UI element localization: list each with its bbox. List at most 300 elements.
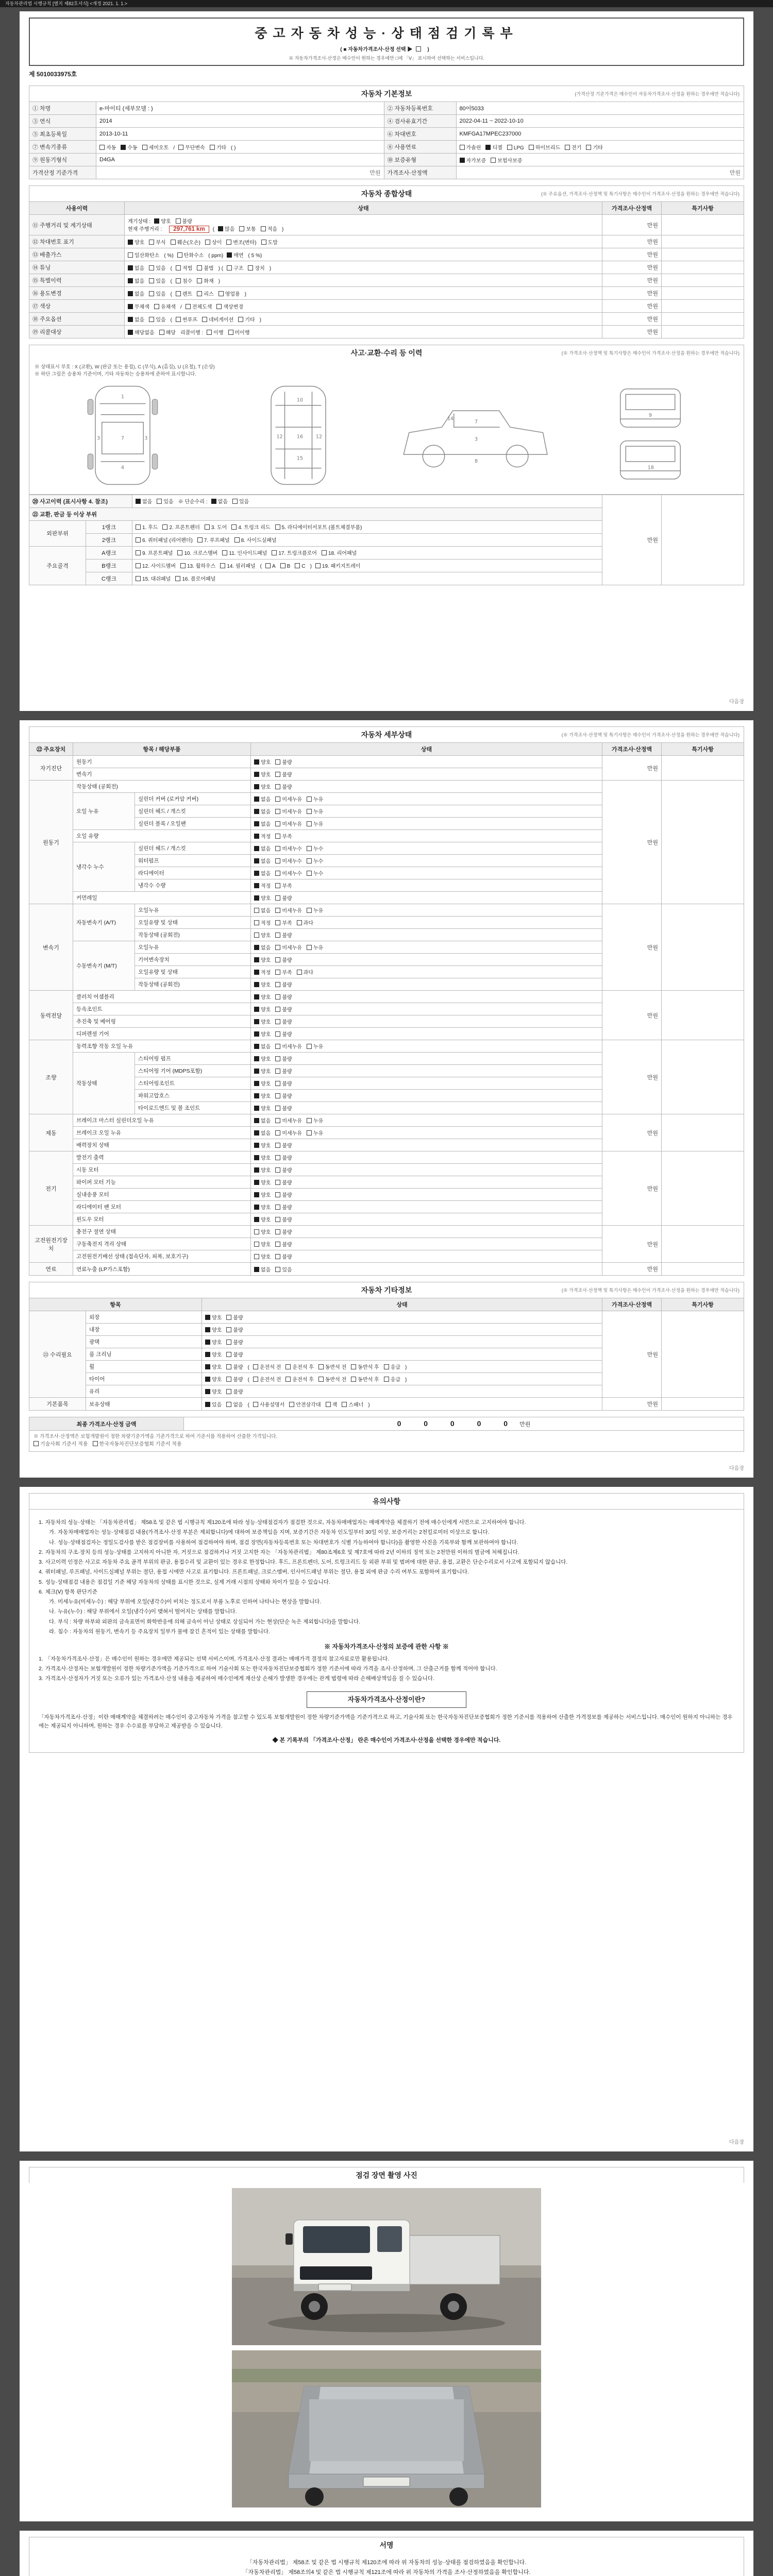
checkbox[interactable] — [297, 970, 302, 975]
checkbox[interactable] — [254, 1143, 259, 1148]
price-cell: 만원 — [602, 261, 662, 274]
accident-history-row — [29, 495, 744, 507]
checkbox[interactable] — [275, 908, 280, 913]
checkbox[interactable] — [226, 1315, 231, 1320]
checkbox[interactable] — [275, 871, 280, 876]
checkbox[interactable] — [254, 933, 259, 938]
checkbox[interactable] — [128, 291, 133, 296]
checkbox[interactable] — [318, 1377, 324, 1382]
checkbox[interactable] — [254, 796, 259, 802]
checkbox[interactable] — [176, 317, 181, 322]
checkbox[interactable] — [33, 1441, 39, 1446]
note-cell — [662, 313, 744, 326]
checkbox[interactable] — [210, 145, 215, 150]
checkbox[interactable] — [285, 1364, 291, 1369]
checkbox[interactable] — [136, 576, 141, 581]
checkbox[interactable] — [275, 1242, 280, 1247]
section-signature-title: 서명 — [379, 2541, 394, 2549]
checkbox[interactable] — [315, 563, 321, 568]
checkbox[interactable] — [275, 1031, 280, 1037]
checkbox[interactable] — [218, 226, 223, 231]
checkbox[interactable] — [275, 1044, 280, 1049]
rank-label: 1랭크 — [86, 520, 132, 533]
checkbox[interactable] — [228, 330, 233, 335]
checkbox[interactable] — [128, 304, 133, 309]
checkbox[interactable] — [234, 537, 240, 543]
checkbox[interactable] — [261, 226, 266, 231]
note-cell — [662, 495, 744, 585]
checkbox[interactable] — [226, 1389, 231, 1394]
checkbox[interactable] — [254, 1254, 259, 1259]
checkbox[interactable] — [254, 1031, 259, 1037]
checkbox[interactable] — [226, 1340, 231, 1345]
checkbox[interactable] — [197, 537, 203, 543]
checkbox[interactable] — [136, 537, 141, 543]
checkbox[interactable] — [231, 524, 237, 530]
section-overall-note: (※ 주요옵션, 가격조사·산정액 및 특기사항은 매수인이 가격조사·산정을 원하는 경우에만 적습니다) — [541, 191, 740, 197]
checkbox[interactable] — [226, 1327, 231, 1332]
checkbox[interactable] — [254, 1044, 259, 1049]
check-option — [226, 1338, 243, 1346]
checkbox[interactable] — [275, 957, 280, 962]
checkbox-label: 보통 — [246, 227, 256, 232]
checkbox-label: 색상변경 — [223, 304, 244, 310]
sub-group-label: 자동변속기 (A/T) — [73, 904, 135, 941]
checkbox-label: 적정 — [261, 884, 271, 889]
check-option — [180, 562, 215, 569]
checkbox[interactable] — [289, 1402, 294, 1407]
checkbox[interactable] — [207, 330, 212, 335]
status-checks — [251, 1189, 602, 1201]
next-page-label[interactable]: 다음장 — [729, 699, 744, 705]
signature-line-2: 「자동차관리법」 제58조의4 및 같은 법 시행규칙 제121조에 따라 위 자동차의 가격을 조사·산정하였음을 확인합니다. — [242, 2569, 531, 2575]
checkbox[interactable] — [254, 871, 259, 876]
checkbox[interactable] — [211, 499, 216, 504]
checkbox[interactable] — [239, 226, 244, 231]
checkbox[interactable] — [322, 550, 327, 555]
checkbox[interactable] — [253, 1402, 258, 1407]
svg-text:3: 3 — [96, 435, 100, 441]
checkbox[interactable] — [507, 145, 512, 150]
inline-text: ( — [170, 291, 172, 297]
checkbox[interactable] — [275, 1106, 280, 1111]
checkbox[interactable] — [275, 1143, 280, 1148]
checkbox[interactable] — [275, 1267, 280, 1272]
checkbox[interactable] — [384, 1364, 389, 1369]
checkbox[interactable] — [275, 1192, 280, 1197]
checkbox[interactable] — [275, 945, 280, 950]
notice-item — [39, 1518, 734, 1527]
item-label: 발전기 출력 — [73, 1151, 251, 1164]
checkbox-label: 10. 크로스멤버 — [184, 551, 218, 556]
checkbox[interactable] — [222, 550, 227, 555]
checkbox[interactable] — [307, 796, 312, 802]
checkbox[interactable] — [275, 796, 280, 802]
checkbox[interactable] — [416, 46, 421, 52]
checkbox[interactable] — [275, 1155, 280, 1160]
checkbox[interactable] — [275, 1180, 280, 1185]
check-option — [254, 1005, 271, 1013]
checkbox-label: 4. 트렁크 리드 — [238, 525, 271, 531]
checkbox[interactable] — [220, 563, 225, 568]
checkbox[interactable] — [128, 278, 133, 283]
checkbox[interactable] — [275, 834, 280, 839]
checkbox[interactable] — [205, 1315, 210, 1320]
checkbox[interactable] — [275, 1205, 280, 1210]
item-label: 타이어 — [86, 1373, 202, 1385]
checkbox-label: 없음 — [233, 1402, 243, 1408]
checkbox[interactable] — [275, 920, 280, 925]
check-option — [205, 1313, 222, 1321]
checkbox[interactable] — [205, 1402, 210, 1407]
note-cell — [662, 1311, 744, 1398]
checkbox-label: 미세누유 — [282, 1131, 302, 1137]
checkbox[interactable] — [297, 920, 302, 925]
inline-text: ( ) — [231, 145, 236, 151]
checkbox[interactable] — [485, 145, 491, 150]
checkbox[interactable] — [275, 1229, 280, 1234]
checkbox-label: 운전석 후 — [292, 1365, 314, 1370]
price-cell: 만원 — [602, 235, 662, 248]
check-option — [275, 931, 292, 939]
checkbox[interactable] — [128, 240, 133, 245]
checkbox[interactable] — [254, 920, 259, 925]
checkbox[interactable] — [149, 291, 154, 296]
overall-condition-table — [29, 201, 744, 338]
checkbox[interactable] — [227, 252, 232, 258]
checkbox-label: 불량 — [282, 1007, 292, 1013]
checkbox[interactable] — [307, 1118, 312, 1123]
checkbox[interactable] — [136, 499, 141, 504]
checkbox-label: 있음 — [156, 317, 166, 323]
checkbox[interactable] — [275, 809, 280, 814]
checkbox[interactable] — [149, 317, 154, 322]
checkbox[interactable] — [351, 1377, 356, 1382]
inline-text: ) — [405, 1365, 407, 1370]
checkbox-label: 양호 — [261, 1143, 271, 1149]
price-cell: 만원 — [602, 313, 662, 326]
checkbox[interactable] — [275, 883, 280, 888]
table-row — [29, 166, 744, 179]
checkbox[interactable] — [254, 821, 259, 826]
checkbox[interactable] — [295, 563, 300, 568]
checkbox[interactable] — [226, 1364, 231, 1369]
column-header: 상태 — [125, 202, 602, 215]
checkbox[interactable] — [565, 145, 570, 150]
checkbox[interactable] — [205, 240, 210, 245]
checkbox[interactable] — [176, 278, 181, 283]
checkbox[interactable] — [205, 1327, 210, 1332]
checkbox[interactable] — [197, 265, 202, 270]
checkbox-label: 없음 — [261, 822, 271, 827]
signature-statements — [29, 2553, 744, 2576]
checkbox[interactable] — [275, 772, 280, 777]
checkbox-label: 부족 — [282, 834, 292, 840]
checkbox[interactable] — [171, 240, 176, 245]
checkbox[interactable] — [491, 158, 496, 163]
price-cell: 만원 — [602, 1151, 662, 1226]
checkbox[interactable] — [136, 524, 141, 530]
checkbox[interactable] — [275, 1081, 280, 1086]
checkbox[interactable] — [175, 576, 180, 581]
checkbox[interactable] — [307, 858, 312, 863]
checkbox[interactable] — [197, 278, 202, 283]
checkbox[interactable] — [586, 145, 591, 150]
checkbox[interactable] — [254, 1007, 259, 1012]
status-checks — [251, 1151, 602, 1164]
checkbox[interactable] — [275, 1167, 280, 1173]
checkbox[interactable] — [254, 1069, 259, 1074]
item-label: 외장 — [86, 1311, 202, 1324]
check-option — [254, 820, 271, 827]
checkbox[interactable] — [261, 240, 266, 245]
checkbox[interactable] — [226, 1402, 231, 1407]
checkbox[interactable] — [177, 252, 182, 258]
status-checks — [251, 1015, 602, 1028]
checkbox[interactable] — [202, 317, 207, 322]
checkbox[interactable] — [254, 1229, 259, 1234]
checkbox[interactable] — [254, 1093, 259, 1098]
checkbox[interactable] — [205, 1352, 210, 1357]
checkbox-label: 17. 트렁크플로어 — [278, 551, 317, 556]
checkbox[interactable] — [254, 834, 259, 839]
checkbox[interactable] — [307, 908, 312, 913]
check-option — [211, 497, 228, 505]
checkbox[interactable] — [227, 265, 232, 270]
checkbox[interactable] — [205, 1377, 210, 1382]
checkbox[interactable] — [254, 1019, 259, 1024]
note-cell — [662, 248, 744, 261]
next-page-label[interactable]: 다음장 — [729, 1466, 744, 1471]
checkbox[interactable] — [275, 994, 280, 999]
checkbox[interactable] — [205, 1340, 210, 1345]
checkbox-label: 있음 — [163, 499, 174, 505]
checkbox[interactable] — [254, 1081, 259, 1086]
checkbox[interactable] — [176, 218, 181, 224]
check-option — [254, 943, 271, 951]
checkbox[interactable] — [307, 1130, 312, 1136]
checkbox[interactable] — [285, 1377, 291, 1382]
checkbox[interactable] — [384, 1377, 389, 1382]
checkbox[interactable] — [254, 1155, 259, 1160]
check-option — [136, 523, 158, 531]
check-option — [322, 549, 357, 556]
checkbox[interactable] — [307, 1044, 312, 1049]
checkbox[interactable] — [254, 759, 259, 765]
checkbox[interactable] — [272, 550, 277, 555]
checkbox[interactable] — [275, 1056, 280, 1061]
checkbox[interactable] — [254, 1180, 259, 1185]
checkbox[interactable] — [275, 1007, 280, 1012]
checkbox[interactable] — [275, 1069, 280, 1074]
checkbox[interactable] — [186, 304, 191, 309]
checkbox[interactable] — [254, 1130, 259, 1136]
checkbox[interactable] — [254, 895, 259, 901]
checkbox[interactable] — [226, 1377, 231, 1382]
checkbox[interactable] — [275, 982, 280, 987]
checkbox[interactable] — [136, 563, 141, 568]
checkbox[interactable] — [275, 895, 280, 901]
form-reference-text: 자동차관리법 시행규칙 [별지 제82호서식] <개정 2021. 1. 1.> — [5, 1, 128, 6]
checkbox[interactable] — [254, 945, 259, 950]
table-row — [29, 102, 744, 115]
checkbox[interactable] — [128, 317, 133, 322]
status-checks — [251, 954, 602, 966]
checkbox[interactable] — [254, 1118, 259, 1123]
checkbox[interactable] — [254, 1217, 259, 1222]
checkbox[interactable] — [142, 145, 147, 150]
checkbox[interactable] — [177, 550, 182, 555]
checkbox[interactable] — [275, 933, 280, 938]
checkbox[interactable] — [307, 821, 312, 826]
checkbox[interactable] — [159, 330, 164, 335]
check-option — [210, 143, 226, 151]
checkbox[interactable] — [232, 499, 238, 504]
checkbox[interactable] — [238, 317, 243, 322]
checkbox[interactable] — [121, 145, 126, 150]
checkbox[interactable] — [307, 809, 312, 814]
checkbox[interactable] — [128, 330, 133, 335]
checkbox[interactable] — [254, 1106, 259, 1111]
checkbox[interactable] — [275, 1118, 280, 1123]
checkbox[interactable] — [275, 1217, 280, 1222]
table-row — [29, 991, 744, 1003]
checkbox[interactable] — [149, 240, 154, 245]
checkbox[interactable] — [254, 1192, 259, 1197]
checkbox[interactable] — [226, 1352, 231, 1357]
checkbox[interactable] — [460, 145, 465, 150]
row-label: ⑯ 용도변경 — [29, 287, 125, 300]
checkbox[interactable] — [351, 1364, 356, 1369]
checkbox[interactable] — [128, 252, 133, 258]
check-option — [254, 894, 271, 902]
note-cell — [662, 1226, 744, 1263]
checkbox[interactable] — [254, 982, 259, 987]
checkbox[interactable] — [307, 945, 312, 950]
checkbox[interactable] — [275, 821, 280, 826]
checkbox[interactable] — [154, 304, 159, 309]
checkbox[interactable] — [254, 970, 259, 975]
checkbox[interactable] — [326, 1402, 331, 1407]
checkbox[interactable] — [248, 265, 253, 270]
final-price-note — [29, 1431, 744, 1452]
checkbox[interactable] — [307, 871, 312, 876]
check-option — [416, 45, 423, 53]
checkbox[interactable] — [275, 1254, 280, 1259]
checkbox[interactable] — [128, 265, 133, 270]
check-option — [205, 523, 227, 531]
checkbox[interactable] — [254, 1056, 259, 1061]
checkbox[interactable] — [219, 291, 224, 296]
checkbox[interactable] — [275, 846, 280, 851]
checkbox[interactable] — [178, 145, 183, 150]
column-header: 가격조사·산정액 — [602, 1298, 662, 1311]
checkbox[interactable] — [254, 1267, 259, 1272]
table-row — [29, 1398, 744, 1411]
checkbox[interactable] — [162, 524, 167, 530]
checkbox[interactable] — [275, 858, 280, 863]
checkbox[interactable] — [253, 1364, 258, 1369]
check-option — [136, 562, 176, 569]
item-label: 충전구 절연 상태 — [73, 1226, 251, 1238]
checkbox[interactable] — [176, 291, 181, 296]
next-page-label[interactable]: 다음장 — [729, 2140, 744, 2145]
checkbox[interactable] — [254, 809, 259, 814]
checkbox[interactable] — [254, 1167, 259, 1173]
notice-item-text: 체크(Ⅴ) 항목 판단기준 — [45, 1588, 97, 1595]
checkbox[interactable] — [275, 1093, 280, 1098]
checkbox[interactable] — [157, 499, 162, 504]
check-option — [275, 783, 292, 790]
checkbox-label: 있음 — [239, 499, 249, 505]
checkbox[interactable] — [275, 524, 280, 530]
checkbox[interactable] — [197, 291, 202, 296]
checkbox[interactable] — [529, 145, 534, 150]
checkbox[interactable] — [254, 994, 259, 999]
checkbox[interactable] — [216, 304, 222, 309]
checkbox[interactable] — [93, 1441, 98, 1446]
checkbox[interactable] — [275, 970, 280, 975]
checkbox[interactable] — [205, 1364, 210, 1369]
checkbox[interactable] — [254, 957, 259, 962]
notice-item-text: 사고이력 인정은 사고로 자동차 주요 골격 부위의 판금, 용접수리 및 교환이 있는 경우로 한정합니다. 후드, 프론트펜더, 도어, 트렁크리드 등 외판 부위 및 범퍼에 대한 판금, 용접, 교환은 단순수리로서 사고에 포함되지 않습니다. — [45, 1559, 568, 1566]
inline-text: ) — [427, 47, 429, 53]
checkbox-label: 없음 — [135, 278, 145, 284]
check-option — [93, 1440, 182, 1448]
checkbox[interactable] — [318, 1364, 324, 1369]
check-option — [253, 1400, 284, 1408]
checkbox-label: 부족 — [282, 970, 292, 976]
checkbox[interactable] — [149, 265, 154, 270]
checkbox[interactable] — [342, 1402, 347, 1407]
checkbox[interactable] — [176, 265, 181, 270]
checkbox-label: 미세누유 — [282, 797, 302, 803]
check-option — [285, 1375, 313, 1383]
notice-item-number: 2. — [39, 1666, 43, 1672]
checkbox[interactable] — [99, 145, 105, 150]
checkbox[interactable] — [254, 784, 259, 789]
checkbox[interactable] — [254, 908, 259, 913]
checkbox[interactable] — [205, 524, 210, 530]
checkbox[interactable] — [226, 240, 231, 245]
inline-text: ) — [282, 227, 284, 232]
checkbox[interactable] — [180, 563, 186, 568]
checkbox[interactable] — [254, 858, 259, 863]
checkbox[interactable] — [275, 759, 280, 765]
checkbox[interactable] — [254, 883, 259, 888]
checkbox[interactable] — [253, 1377, 258, 1382]
checkbox[interactable] — [254, 1242, 259, 1247]
checkbox[interactable] — [307, 846, 312, 851]
checkbox-label: 양호 — [261, 1081, 271, 1087]
checkbox[interactable] — [205, 1389, 210, 1394]
checkbox[interactable] — [275, 1130, 280, 1136]
checkbox[interactable] — [280, 563, 285, 568]
checkbox[interactable] — [265, 563, 271, 568]
check-option — [275, 1191, 292, 1198]
status-checks — [251, 818, 602, 830]
checkbox[interactable] — [254, 1205, 259, 1210]
checkbox[interactable] — [460, 158, 465, 163]
checkbox[interactable] — [275, 784, 280, 789]
checkbox[interactable] — [254, 772, 259, 777]
check-option — [254, 1055, 271, 1062]
checkbox[interactable] — [136, 550, 141, 555]
checkbox[interactable] — [154, 218, 159, 224]
checkbox[interactable] — [149, 278, 154, 283]
checkbox[interactable] — [254, 846, 259, 851]
checkbox[interactable] — [275, 1019, 280, 1024]
